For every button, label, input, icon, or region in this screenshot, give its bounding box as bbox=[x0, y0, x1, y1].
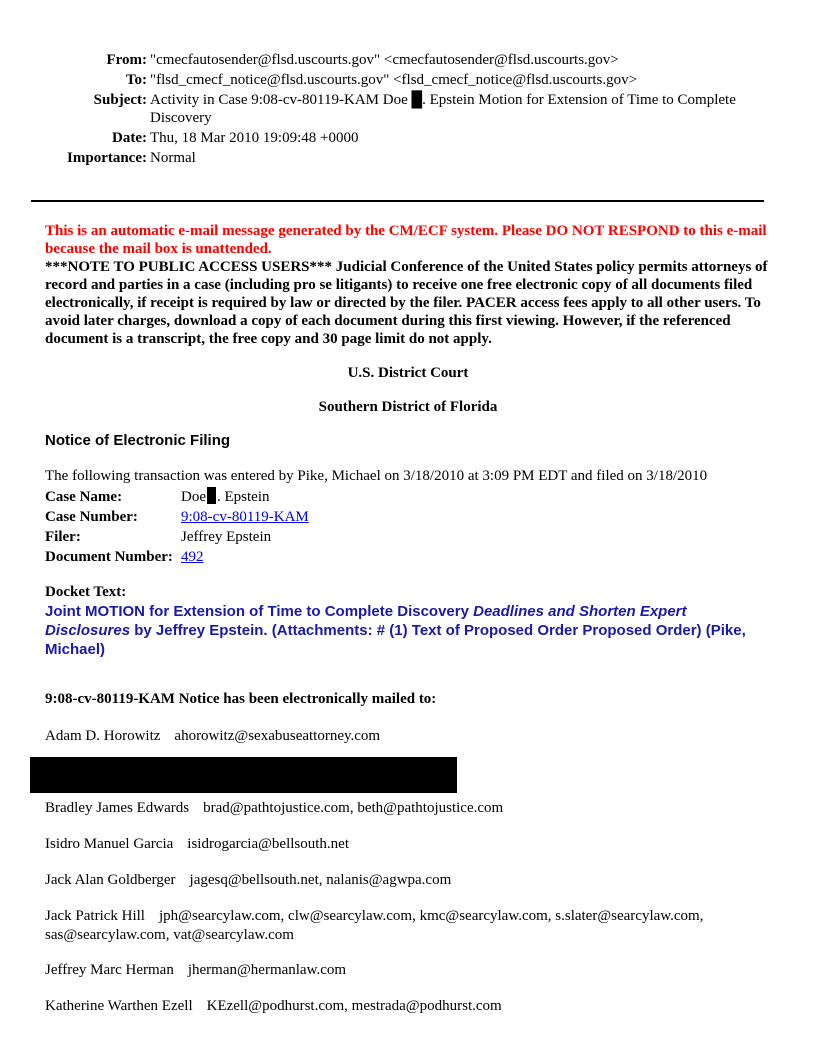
recipient-name: Bradley James Edwards bbox=[45, 800, 190, 816]
filer-row bbox=[45, 527, 309, 547]
recipient-emails: ahorowitz@sexabuseattorney.com bbox=[174, 728, 381, 744]
recipient-emails: jph@searcylaw.com, clw@searcylaw.com, kmc@searcylaw.com, s.slater@searcylaw.com, sas@searcylaw.com, vat@searcylaw.com bbox=[45, 908, 704, 943]
recipient bbox=[45, 961, 775, 980]
mailed-to-heading: 9:08-cv-80119-KAM Notice has been electronically mailed to: bbox=[45, 691, 437, 707]
case-name-plaintiff: Doe bbox=[181, 489, 206, 505]
from-value: "cmecfautosender@flsd.uscourts.gov" <cmecfautosender@flsd.uscourts.gov> bbox=[150, 52, 619, 68]
document-number-link[interactable]: 492 bbox=[181, 549, 204, 565]
email-header bbox=[30, 50, 750, 168]
case-name-label: Case Name: bbox=[45, 489, 123, 505]
case-name-row bbox=[45, 487, 309, 507]
header-divider bbox=[31, 200, 764, 202]
date-label: Date: bbox=[112, 130, 147, 146]
subject-value: Activity in Case 9:08-cv-80119-KAM Doe █. Epstein Motion for Extension of Time to Complete Discovery bbox=[150, 92, 736, 126]
importance-row bbox=[30, 148, 750, 168]
recipient-name: Katherine Warthen Ezell bbox=[45, 998, 193, 1014]
auto-message-warning: This is an automatic e-mail message generated by the CM/ECF system. Please DO NOT RESPOND to this e-mail because the mail box is unattended. bbox=[45, 223, 767, 257]
docket-text bbox=[45, 602, 775, 659]
from-row bbox=[30, 50, 750, 70]
case-name-value bbox=[181, 487, 309, 507]
recipient-name: Jack Alan Goldberger bbox=[45, 872, 176, 888]
recipient bbox=[45, 871, 775, 890]
to-row bbox=[30, 70, 750, 90]
recipient bbox=[45, 907, 775, 945]
transaction-entered: The following transaction was entered by Pike, Michael on 3/18/2010 at 3:09 PM EDT and filed on 3/18/2010 bbox=[45, 468, 708, 484]
from-label: From: bbox=[106, 52, 147, 68]
case-number-row bbox=[45, 507, 309, 527]
recipient-emails: KEzell@podhurst.com, mestrada@podhurst.com bbox=[206, 998, 502, 1014]
docket-text-label: Docket Text: bbox=[45, 584, 127, 600]
court-district: Southern District of Florida bbox=[318, 399, 498, 415]
docket-text-part1: Joint MOTION for Extension of Time to Complete Discovery bbox=[45, 603, 474, 620]
recipient-emails: jagesq@bellsouth.net, nalanis@agwpa.com bbox=[189, 872, 452, 888]
recipient-name: Adam D. Horowitz bbox=[45, 728, 161, 744]
recipient bbox=[45, 997, 775, 1016]
public-access-note: ***NOTE TO PUBLIC ACCESS USERS*** Judicial Conference of the United States policy permits attorneys of record and parties in a case (including pro se litigants) to receive one free electronic copy of all documents filed electronically, if receipt is required by law or directed by the filer. PACER access fees apply to all other users. To avoid later charges, download a copy of each document during this first viewing. However, if the referenced document is a transcript, the free copy and 30 page limit do not apply. bbox=[45, 259, 768, 347]
case-name-defendant: . Epstein bbox=[217, 489, 270, 505]
subject-label: Subject: bbox=[93, 92, 147, 108]
case-number-label: Case Number: bbox=[45, 509, 138, 525]
document-number-row bbox=[45, 547, 309, 567]
redaction-mark bbox=[207, 487, 216, 504]
recipient-emails: jherman@hermanlaw.com bbox=[187, 962, 347, 978]
recipient-emails: isidrogarcia@bellsouth.net bbox=[187, 836, 349, 852]
recipient-name: Isidro Manuel Garcia bbox=[45, 836, 174, 852]
recipient-name: Jeffrey Marc Herman bbox=[45, 962, 174, 978]
recipient bbox=[45, 799, 775, 818]
to-value: "flsd_cmecf_notice@flsd.uscourts.gov" <flsd_cmecf_notice@flsd.uscourts.gov> bbox=[150, 72, 638, 88]
filer-value: Jeffrey Epstein bbox=[181, 529, 272, 545]
document-number-label: Document Number: bbox=[45, 549, 173, 565]
recipient-emails: brad@pathtojustice.com, beth@pathtojustice.com bbox=[203, 800, 504, 816]
recipient bbox=[45, 835, 775, 854]
subject-row bbox=[30, 90, 750, 128]
system-banner bbox=[45, 222, 775, 348]
importance-value: Normal bbox=[150, 150, 196, 166]
filer-label: Filer: bbox=[45, 529, 81, 545]
case-number-link[interactable]: 9:08-cv-80119-KAM bbox=[181, 509, 309, 525]
recipient-name: Jack Patrick Hill bbox=[45, 908, 145, 924]
notice-title: Notice of Electronic Filing bbox=[45, 432, 231, 449]
date-value: Thu, 18 Mar 2010 19:09:48 +0000 bbox=[150, 130, 359, 146]
redaction-bar bbox=[30, 757, 457, 793]
court-name: U.S. District Court bbox=[347, 365, 469, 381]
docket-text-part2: by Jeffrey Epstein. (Attachments: # (1) Text of Proposed Order Proposed Order) (Pike, Michael) bbox=[45, 622, 746, 658]
to-label: To: bbox=[125, 72, 147, 88]
date-row bbox=[30, 128, 750, 148]
docket-text-italic: Deadlines and Shorten Expert Disclosures bbox=[45, 603, 687, 639]
case-info-table bbox=[45, 487, 309, 567]
importance-label: Importance: bbox=[67, 150, 147, 166]
recipient bbox=[45, 727, 775, 746]
